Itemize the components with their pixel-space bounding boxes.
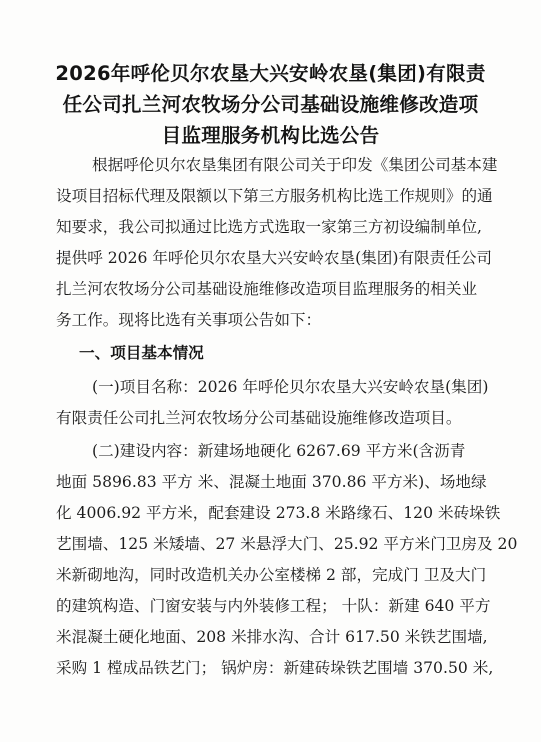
title-line-3: 目监理服务机构比选公告	[161, 124, 380, 147]
item1-line-2: 有限责任公司扎兰河农牧场分公司基础设施维修改造项目。	[56, 409, 462, 427]
item2-line-5: 米新砌地沟，同时改造机关办公室楼梯 2 部，完成门 卫及大门	[56, 566, 487, 584]
item2-line-7: 米混凝土硬化地面、208 米排水沟、合计 617.50 米铁艺围墙,	[56, 628, 488, 646]
intro-line-1: 根据呼伦贝尔农垦集团有限公司关于印发《集团公司基本建	[92, 156, 498, 174]
section-heading: 一、项目基本情况	[79, 344, 204, 362]
title-line-2: 任公司扎兰河农牧场分公司基础设施维修改造项	[62, 93, 479, 116]
intro-line-4: 提供呼 2026 年呼伦贝尔农垦大兴安岭农垦(集团)有限责任公司	[56, 249, 493, 267]
item2-line-6: 的建筑构造、门窗安装与内外装修工程； 十队：新建 640 平方	[56, 597, 491, 615]
intro-line-2: 设项目招标代理及限额以下第三方服务机构比选工作规则》的通	[56, 187, 493, 205]
item2-line-8: 采购 1 樘成品铁艺门； 锅炉房：新建砖垛铁艺围墙 370.50 米,	[56, 659, 494, 677]
item2-line-4: 艺围墙、125 米矮墙、27 米悬浮大门、25.92 平方米门卫房及 20	[56, 535, 518, 553]
item2-line-3: 化 4006.92 平方米，配套建设 273.8 米路缘石、120 米砖垛铁	[56, 504, 501, 522]
item2-line-1: (二)建设内容：新建场地硬化 6267.69 平方米(含沥青	[92, 442, 466, 460]
intro-line-3: 知要求，我公司拟通过比选方式选取一家第三方初设编制单位,	[56, 218, 482, 236]
title-line-1: 2026年呼伦贝尔农垦大兴安岭农垦(集团)有限责	[55, 62, 486, 85]
item1-line-1: (一)项目名称：2026 年呼伦贝尔农垦大兴安岭农垦(集团)	[92, 378, 489, 396]
item2-line-2: 地面 5896.83 平方 米、混凝土地面 370.86 平方米)、场地绿	[56, 473, 487, 491]
intro-line-5: 扎兰河农牧场分公司基础设施维修改造项目监理服务的相关业	[56, 280, 478, 298]
intro-line-6: 务工作。现将比选有关事项公告如下：	[56, 311, 322, 329]
